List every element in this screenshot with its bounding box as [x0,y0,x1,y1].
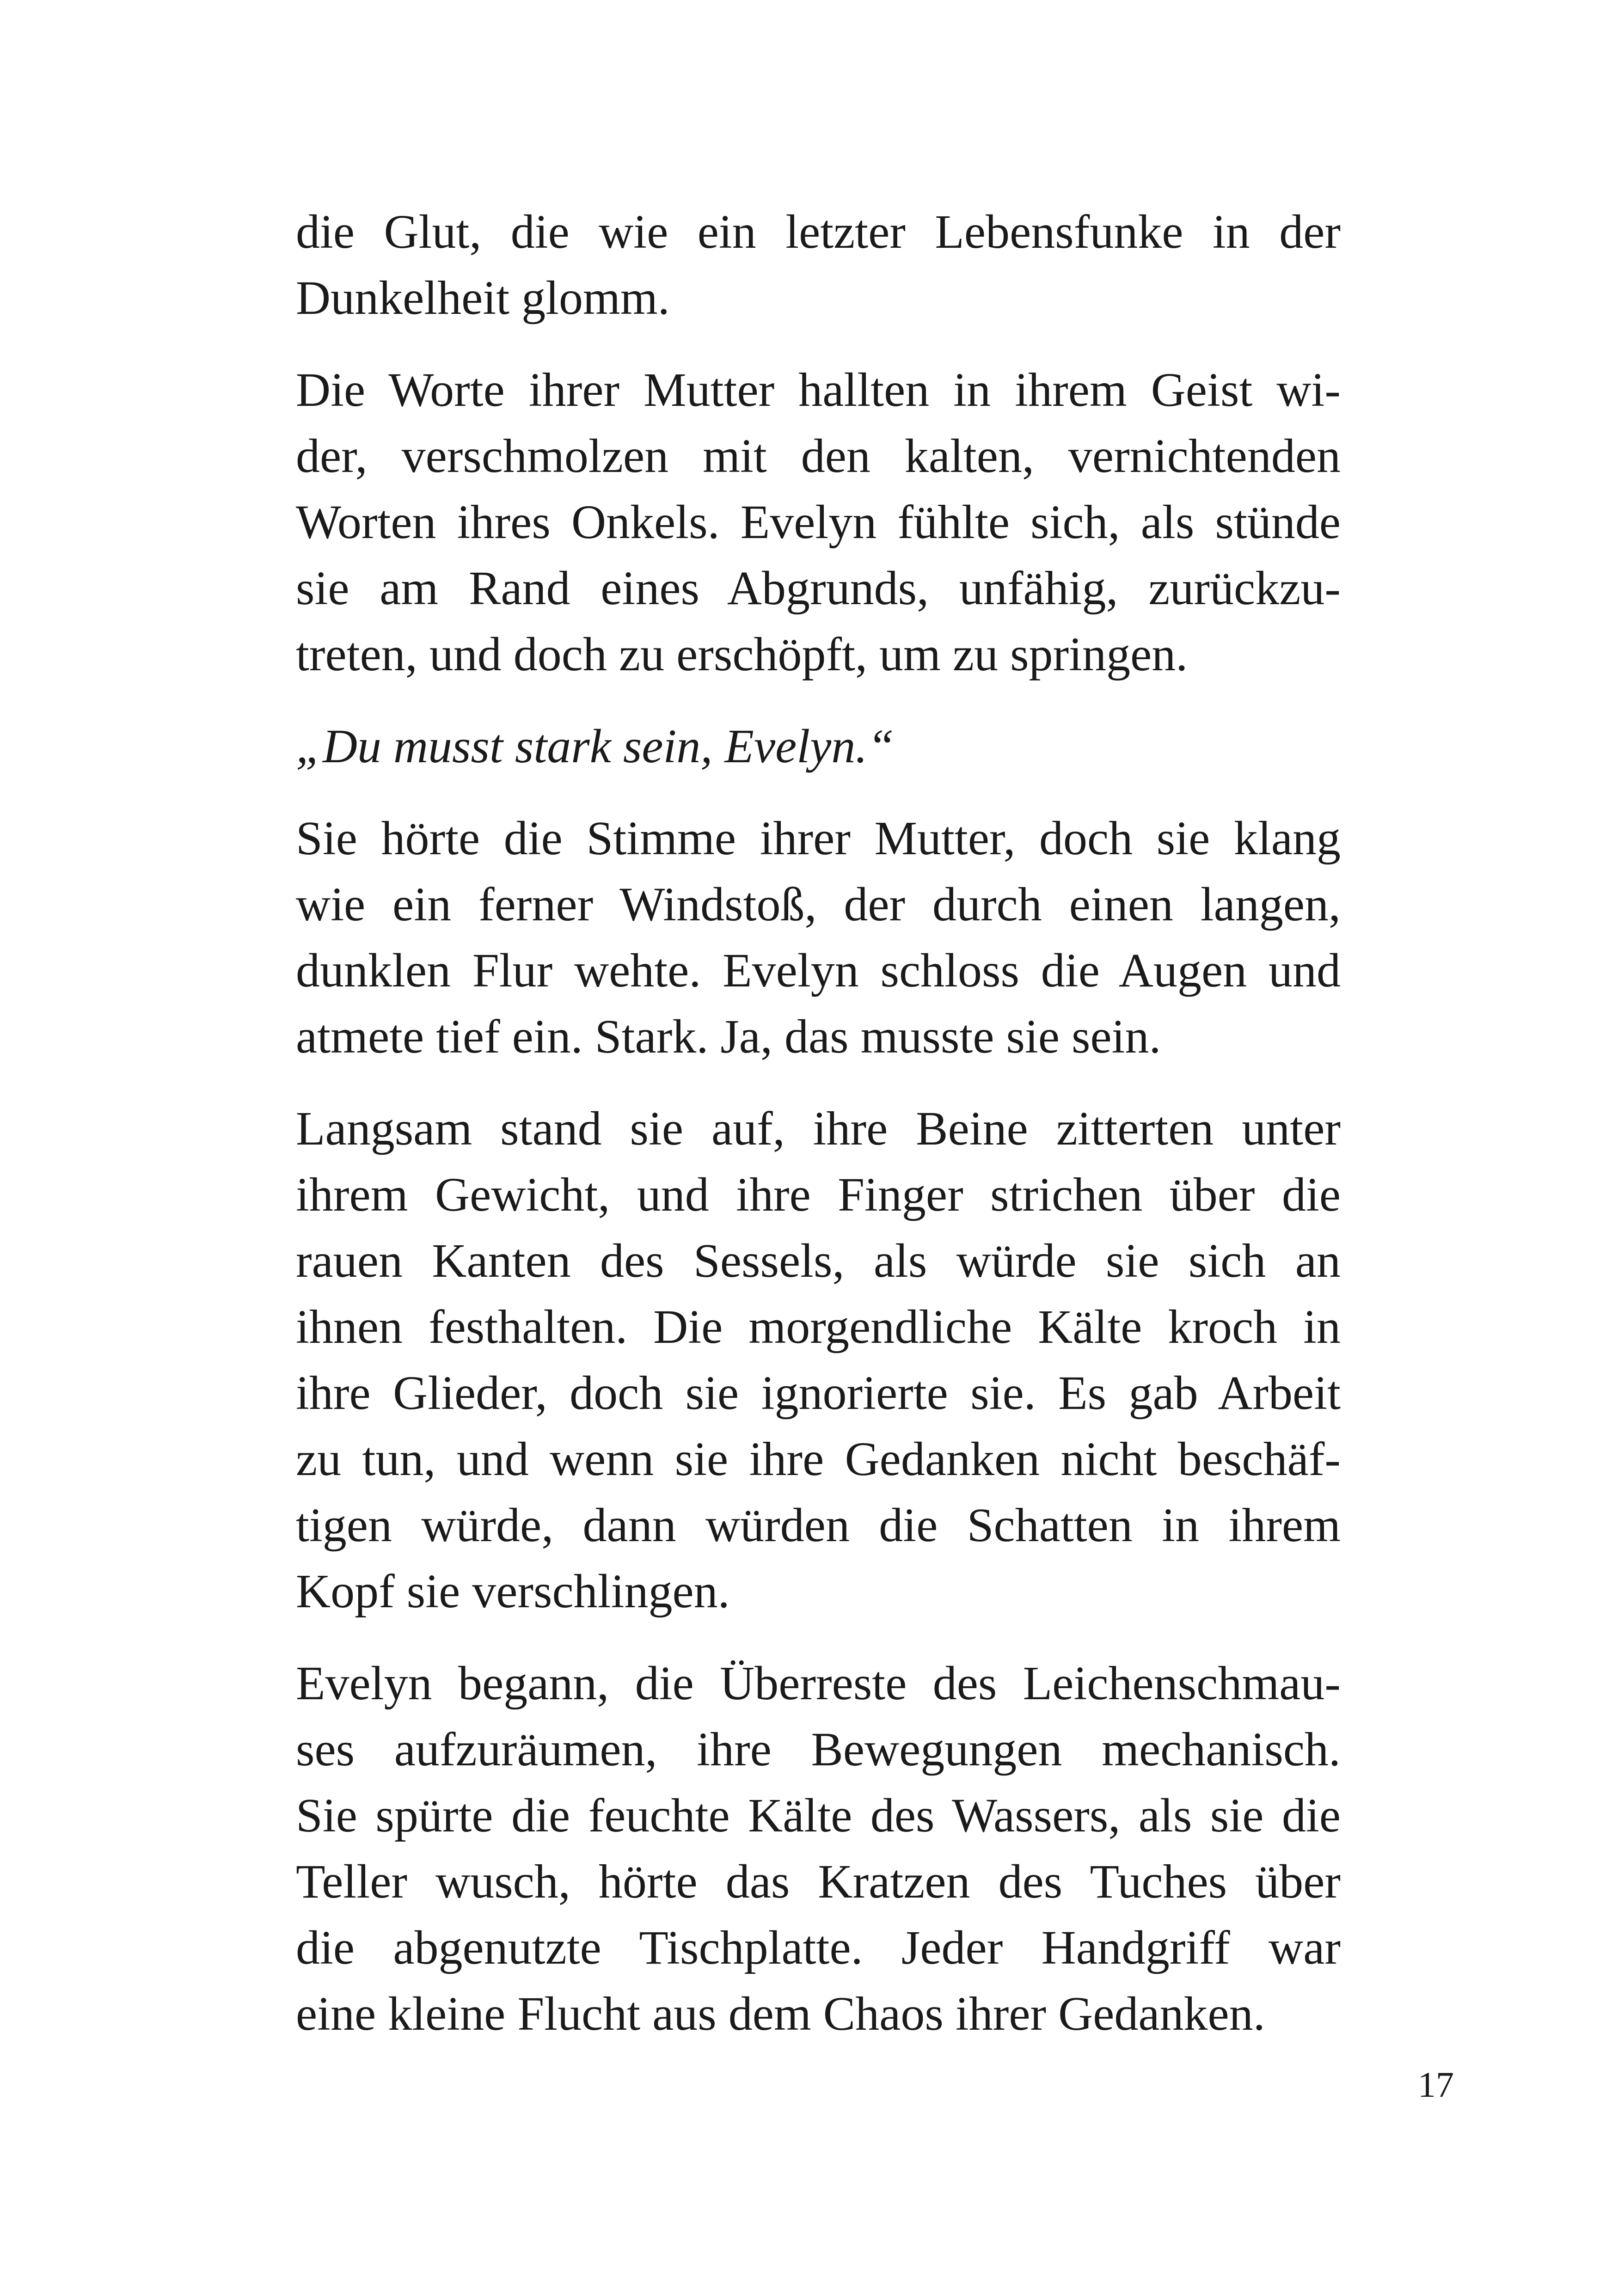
text-line: dunklen Flur wehte. Evelyn schloss die Augen und [296,944,1341,997]
text-line: Sie hörte die Stimme ihrer Mutter, doch sie klang [296,812,1341,865]
text-line: treten, und doch zu erschöpft, um zu springen. [296,628,1188,681]
paragraph-5 [296,1096,1341,1624]
body-text [296,199,1341,2073]
text-line: Sie spürte die feuchte Kälte des Wassers, als sie die [296,1789,1341,1842]
text-line: Langsam stand sie auf, ihre Beine zitterten unter [296,1102,1341,1155]
text-line: Worten ihres Onkels. Evelyn fühlte sich, als stünde [296,496,1341,549]
paragraph-4 [296,805,1341,1070]
text-line: Teller wusch, hörte das Kratzen des Tuches über [296,1855,1341,1908]
text-line: der, verschmolzen mit den kalten, vernichtenden [296,429,1341,483]
text-line: zu tun, und wenn sie ihre Gedanken nicht beschäf- [296,1433,1341,1486]
text-line: die Glut, die wie ein letzter Lebensfunke in der [296,205,1341,258]
text-line: wie ein ferner Windstoß, der durch einen langen, [296,878,1341,931]
text-line: Evelyn begann, die Überreste des Leichenschmau- [296,1657,1341,1710]
paragraph-2 [296,357,1341,687]
text-line: sie am Rand eines Abgrunds, unfähig, zurückzu- [296,562,1341,615]
text-line: Die Worte ihrer Mutter hallten in ihrem Geist wi- [296,363,1341,416]
paragraph-1 [296,199,1341,331]
paragraph-quote [296,713,1341,779]
text-line: ihre Glieder, doch sie ignorierte sie. Es gab Arbeit [296,1366,1341,1420]
page-number: 17 [1418,2064,1454,2105]
text-line: die abgenutzte Tischplatte. Jeder Handgriff war [296,1921,1341,1974]
text-line: eine kleine Flucht aus dem Chaos ihrer Gedanken. [296,1987,1265,2040]
text-line: ihnen festhalten. Die morgendliche Kälte kroch in [296,1300,1341,1353]
text-line: atmete tief ein. Stark. Ja, das musste sie sein. [296,1010,1161,1063]
paragraph-6 [296,1650,1341,2047]
text-line: „Du musst stark sein, Evelyn.“ [296,720,895,773]
text-line: ses aufzuräumen, ihre Bewegungen mechanisch. [296,1723,1341,1776]
text-line: tigen würde, dann würden die Schatten in ihrem [296,1499,1341,1552]
text-line: ihrem Gewicht, und ihre Finger strichen über die [296,1168,1341,1221]
text-line: rauen Kanten des Sessels, als würde sie sich an [296,1234,1341,1287]
text-line: Kopf sie verschlingen. [296,1565,730,1618]
text-line: Dunkelheit glomm. [296,271,670,325]
